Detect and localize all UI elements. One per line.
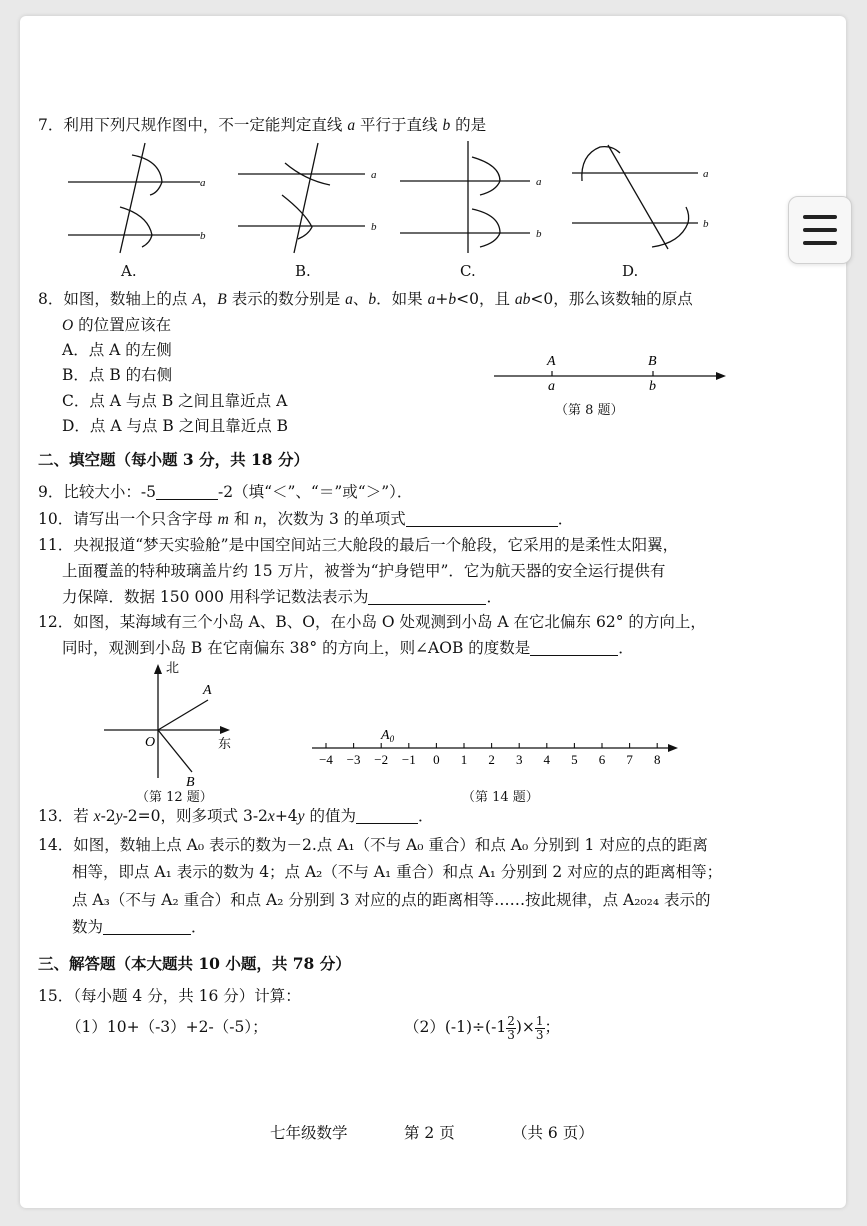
q7-line-b-label-A: b	[200, 230, 206, 242]
q14-tick-label: −1	[401, 752, 416, 767]
q8-value-b-label: b	[649, 379, 656, 394]
q8-caption: （第 8 题）	[555, 403, 624, 418]
section-3-title: 三、解答题（本大题共 10 小题，共 78 分）	[38, 954, 351, 973]
hamburger-menu-icon-bar-3	[803, 241, 837, 245]
footer-subject: 七年级数学	[270, 1124, 348, 1142]
q14-tick-label: 3	[515, 752, 523, 767]
q8-option-c: C．点 A 与点 B 之间且靠近点 A	[62, 392, 288, 410]
q7-line-a-label-C: a	[536, 176, 542, 188]
q15-fraction-2-3: $\frac{2}{3}$	[507, 1013, 515, 1042]
footer-page-number: 第 2 页	[404, 1124, 455, 1142]
q12-point-O-label: O	[145, 735, 156, 750]
q12-line2: 同时，观测到小岛 B 在它南偏东 38° 的方向上，则∠AOB 的度数是 ．	[62, 639, 634, 657]
q15-fraction-1-3: $\frac{1}{3}$	[535, 1013, 544, 1042]
q7-stem: 7．利用下列尺规作图中，不一定能判定直线 a 平行于直线 b 的是	[38, 116, 487, 134]
q14-tick-label: 4	[543, 752, 551, 767]
q12-line1: 12．如图，某海域有三个小岛 A、B、O，在小岛 O 处观测到小岛 A 在它北偏东 62° 的方向上，	[38, 613, 706, 631]
section-2-title: 二、填空题（每小题 3 分，共 18 分）	[38, 450, 309, 469]
q14-caption: （第 14 题）	[462, 790, 539, 805]
q12-point-A-label: A	[203, 683, 212, 698]
q14-line1: 14．如图，数轴上点 A₀ 表示的数为－2.点 A₁（不与 A₀ 重合）和点 A₀ 分别到 1 对应的点的距离	[38, 836, 708, 854]
q14-point-A0-label: $A_0$	[381, 728, 395, 744]
q12-point-B-label: B	[186, 775, 195, 788]
hamburger-menu-icon-bar-2	[803, 228, 837, 232]
hamburger-menu-button[interactable]	[788, 196, 852, 264]
q10: 10．请写出一个只含字母 m 和 n，次数为 3 的单项式 ．	[38, 510, 574, 528]
q8-option-d: D．点 A 与点 B 之间且靠近点 B	[62, 417, 289, 435]
q7-line-a-label-D: a	[703, 168, 709, 180]
q14-tick-label: 6	[598, 752, 606, 767]
q11-line2: 上面覆盖的特种玻璃盖片约 15 万片，被誉为“护身铠甲”．它为航天器的安全运行提供有	[62, 562, 666, 580]
q7-line-a-label-B: a	[371, 169, 377, 181]
footer-total-pages: （共 6 页）	[512, 1124, 594, 1142]
q12-east-label: 东	[218, 736, 232, 751]
q8-stem-line2: O 的位置应该在	[62, 316, 172, 334]
q14-tick-label: 0	[433, 752, 440, 767]
q12-caption: （第 12 题）	[136, 790, 213, 805]
q8-point-B-label: B	[648, 354, 657, 369]
q14-line4: 数为 ．	[72, 918, 207, 936]
q7-line-b-label-C: b	[536, 228, 542, 240]
q8-value-a-label: a	[548, 379, 555, 394]
q8-option-b: B．点 B 的右侧	[62, 366, 173, 384]
q8-option-a: A．点 A 的左侧	[62, 341, 172, 359]
q14-number-line	[308, 724, 688, 774]
q7-line-b-label-B: b	[371, 221, 377, 233]
q14-line3: 点 A₃（不与 A₂ 重合）和点 A₂ 分别到 3 对应的点的距离相等……按此规律，点 A₂₀₂₄ 表示的	[72, 891, 711, 909]
q7-figures	[60, 135, 780, 265]
q8-stem-line1: 8．如图，数轴上的点 A，B 表示的数分别是 a、b．如果 a+b<0，且 ab<0，那么该数轴的原点	[38, 290, 693, 308]
q15-stem: 15．（每小题 4 分，共 16 分）计算：	[38, 987, 301, 1005]
q7-option-b: B.	[295, 262, 311, 280]
hamburger-menu-icon	[803, 215, 837, 219]
q9: 9．比较大小：-5 -2（填“＜”、“＝”或“＞”）．	[38, 483, 413, 501]
q12-compass-figure	[100, 660, 250, 788]
q15-part1: （1）10+（-3）+2-（-5）；	[66, 1018, 268, 1036]
q14-tick-label: −2	[374, 752, 389, 767]
q11-line1: 11．央视报道“梦天实验舱”是中国空间站三大舱段的最后一个舱段，它采用的是柔性太阳翼，	[38, 536, 679, 554]
q14-tick-label: −3	[346, 752, 361, 767]
q13: 13．若 x-2y-2=0，则多项式 3-2x+4y 的值为 ．	[38, 807, 434, 825]
q14-line2: 相等，即点 A₁ 表示的数为 4；点 A₂（不与 A₁ 重合）和点 A₁ 分别到 2 对应的点的距离相等；	[72, 863, 723, 881]
q7-option-a: A.	[121, 262, 137, 280]
q14-tick-label: 7	[626, 752, 633, 767]
q14-tick-label: 2	[488, 752, 495, 767]
q14-tick-label: 1	[460, 752, 468, 767]
q7-option-c: C.	[460, 262, 476, 280]
q8-point-A-label: A	[547, 354, 556, 369]
q7-option-d: D.	[622, 262, 639, 280]
q11-line3: 力保障．数据 150 000 用科学记数法表示为 ．	[62, 588, 502, 606]
q15-part2: （2）(-1)÷(-1 $\frac{2}{3}$ )× $\frac{1}{3}$ ；	[404, 1013, 561, 1042]
q7-line-b-label-D: b	[703, 218, 709, 230]
q7-line-a-label-A: a	[200, 177, 206, 189]
q14-tick-label: 8	[653, 752, 661, 767]
q14-tick-label: −4	[319, 752, 333, 767]
q14-tick-label: 5	[571, 752, 578, 767]
q12-north-label: 北	[166, 660, 180, 675]
